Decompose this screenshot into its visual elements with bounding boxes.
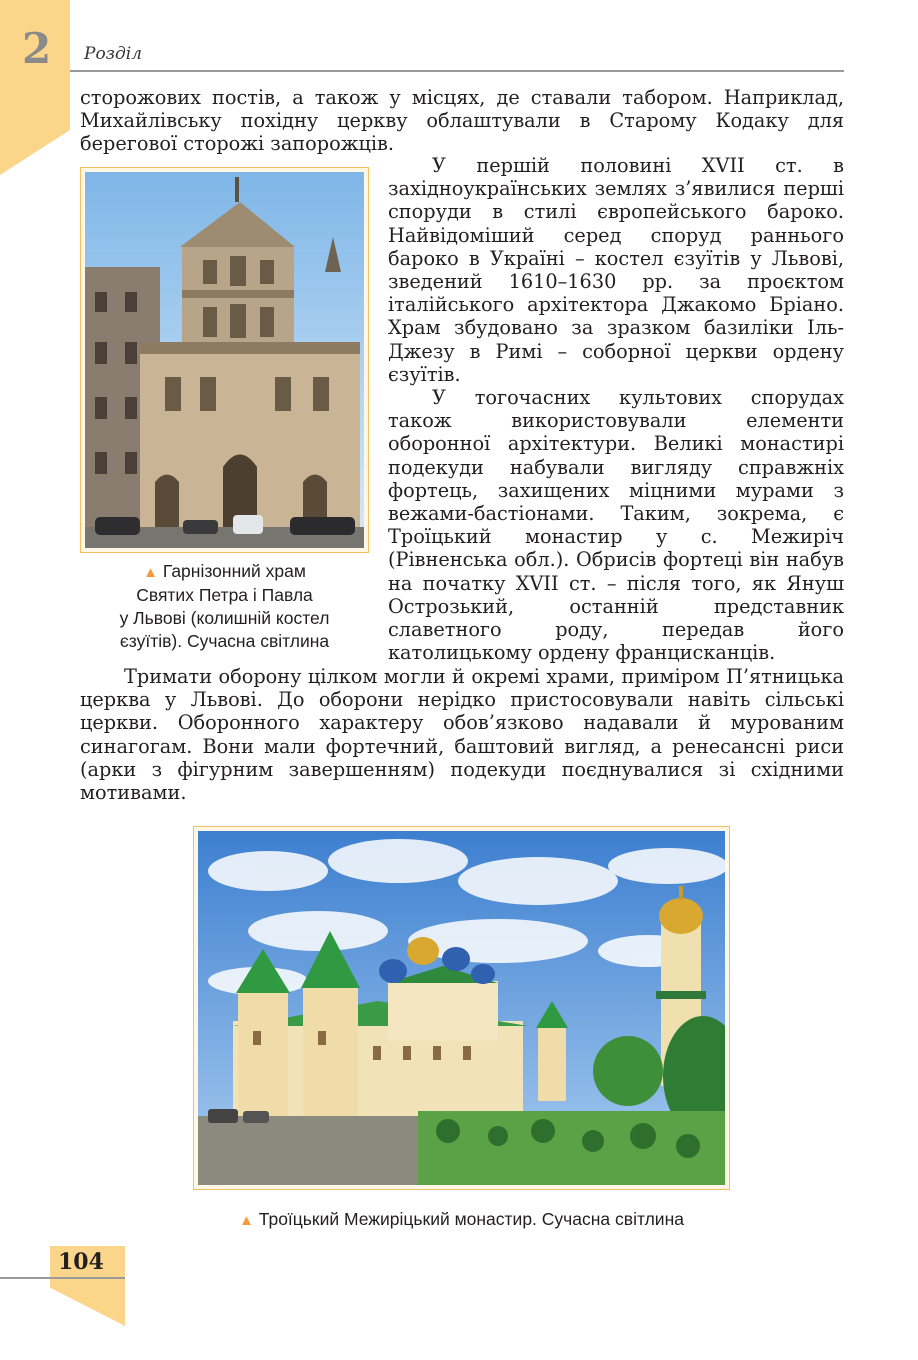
header-rule [70, 70, 844, 72]
caption-line-4: єзуїтів). Сучасна світлина [119, 631, 330, 651]
paragraph-intro [80, 86, 844, 156]
figure-monastery-caption [193, 1208, 730, 1232]
page-number: 104 [58, 1249, 104, 1275]
figure-church-caption [80, 560, 369, 653]
monastery-photo [198, 831, 725, 1185]
caption-line-1: ▲ Гарнізонний храм [143, 561, 306, 581]
figure-church-photo-frame [80, 167, 369, 553]
monastery-caption-text: Троїцький Межиріцький монастир. Сучасна світлина [258, 1209, 684, 1229]
church-photo [85, 172, 364, 548]
triangle-marker-icon: ▲ [143, 564, 158, 581]
caption-line-2: Святих Петра і Павла [136, 585, 313, 605]
chapter-number: 2 [22, 24, 52, 73]
paragraph-churches [80, 665, 844, 804]
right-column [388, 154, 844, 664]
footer-rule [0, 1277, 125, 1279]
paragraph-baroque: У першій половині XVII ст. в західноукраїнських землях з’явилися перші споруди в стилі європейського бароко. Найвідоміший серед споруд раннього бароко в Україні – костел єзуїтів у Львові, зведений 1610–1630 рр. за проєктом італійського архітектора Джакомо Бріано. Храм збудовано за зразком базиліки Іль-Джезу в Римі – соборної церкви ордену єзуїтів. [388, 154, 844, 386]
triangle-marker-icon: ▲ [239, 1212, 254, 1229]
section-label: Розділ [84, 44, 142, 64]
caption-line-3: у Львові (колишній костел [119, 608, 330, 628]
paragraph-intro-text: сторожових постів, а також у місцях, де ставали табором. Наприклад, Михайлівську похідну церкву облаштували в Старому Кодаку для берегової сторожі запорожців. [80, 86, 844, 156]
figure-monastery-photo-frame [193, 826, 730, 1190]
paragraph-churches-text: Тримати оборону цілком могли й окремі храми, приміром П’ятницька церква у Львові. До оборони нерідко пристосовували навіть сільські церкви. Оборонного характеру обов’язково надавали й мурованим синагогам. Вони мали фортечний, баштовий вигляд, а ренесансні риси (арки з фігурним завершенням) подекуди поєднувалися зі східними мотивами. [80, 665, 844, 805]
paragraph-defense: У тогочасних культових спорудах також використовували елементи оборонної архітектури. Великі монастирі подекуди набували вигляду справжніх фортець, захищених міцними мурами з вежами-бастіонами. Таким, зокрема, є Троїцький монастир у с. Межиріч (Рівненська обл.). Обрисів фортеці він набув на початку XVII ст. – після того, як Януш Острозький, останній представник славетного роду, передав його католицькому ордену францисканців. [388, 386, 844, 665]
